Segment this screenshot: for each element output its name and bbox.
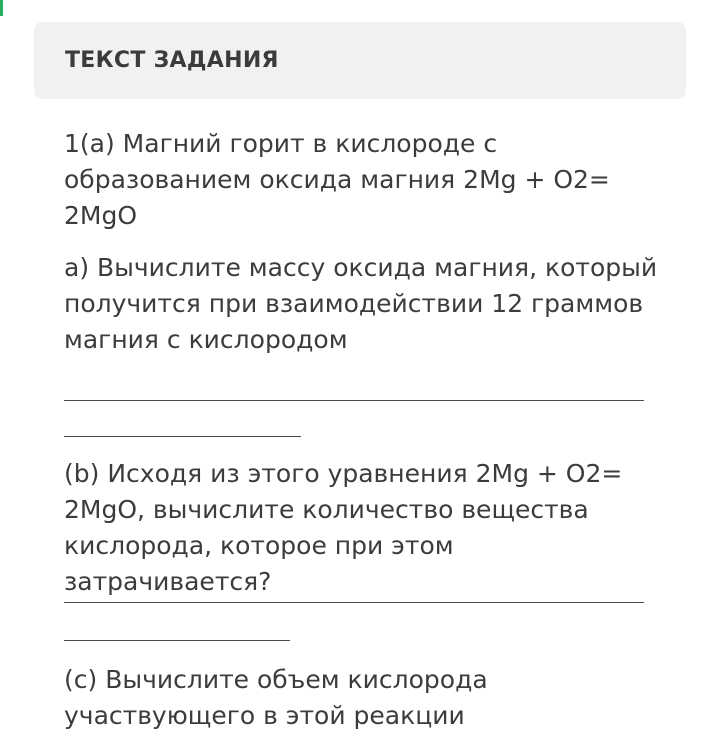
answer-line-a-1 <box>64 400 644 401</box>
answer-line-a-2 <box>64 436 301 437</box>
task-header-title: ТЕКСТ ЗАДАНИЯ <box>65 48 279 73</box>
answer-line-b-2 <box>64 640 290 641</box>
answer-line-b-1 <box>64 602 644 603</box>
question-b-text: (b) Исходя из этого уравнения 2Mg + O2= 2MgO, вычислите количество вещества кислорода, которое при этом затрачивается? <box>64 459 623 596</box>
question-c-text: (c) Вычислите объем кислорода участвующего в этой реакции <box>64 665 488 730</box>
task-intro-text: 1(а) Магний горит в кислороде с образованием оксида магния 2Mg + O2= 2MgO <box>64 129 610 230</box>
question-a-text: а) Вычислите массу оксида магния, который получится при взаимодействии 12 граммов магния с кислородом <box>64 253 658 354</box>
task-header <box>34 22 686 99</box>
edge-accent-mark <box>0 0 3 16</box>
